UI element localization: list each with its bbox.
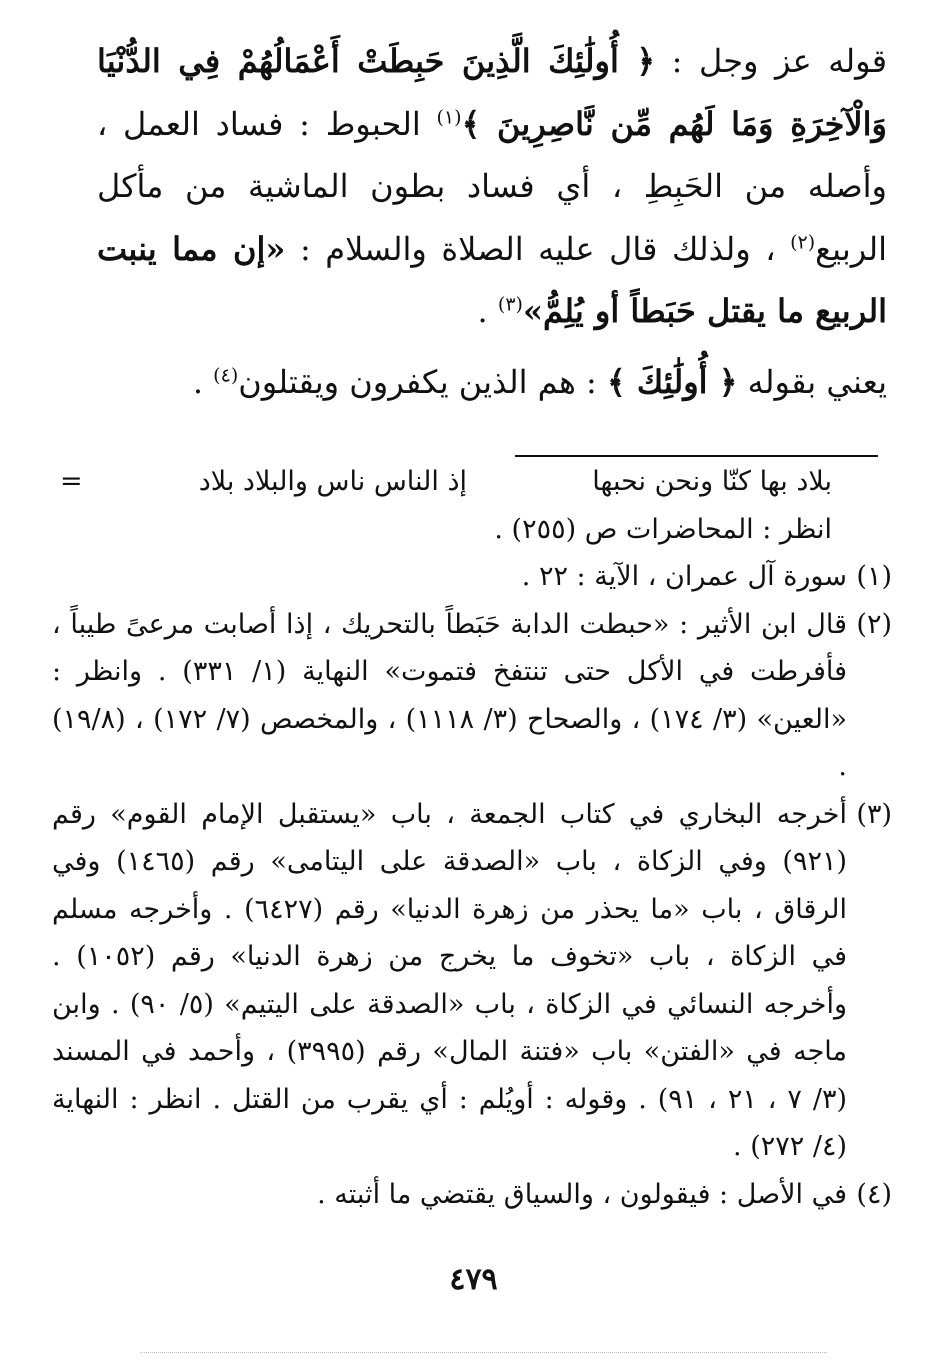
paragraph-end: . — [192, 362, 214, 401]
footnote-ref-1[interactable]: (١) — [436, 105, 462, 128]
continuation-reference: انظر : المحاضرات ص (٢٥٥) . — [494, 513, 832, 545]
p2-start: يعني بقوله — [737, 362, 887, 401]
footnote-ref-3[interactable]: (٣) — [497, 293, 523, 316]
footnote-1 — [52, 553, 892, 601]
footnote-text: سورة آل عمران ، الآية : ٢٢ . — [521, 561, 847, 592]
hemistich-2: إذ الناس ناس والبلاد بلاد — [198, 466, 467, 497]
footnote-separator — [515, 455, 878, 457]
paragraph-2 — [97, 351, 887, 414]
paragraph-end: . — [477, 292, 498, 330]
continuation-marker: = — [60, 466, 83, 497]
quran-word: ﴿ أُولَٰئِكَ ﴾ — [606, 362, 738, 401]
paragraph-1 — [97, 30, 887, 343]
footnote-4 — [52, 1171, 892, 1219]
footnote-number: (١) — [856, 561, 892, 592]
main-text — [97, 30, 887, 413]
page-number: ٤٧٩ — [449, 1262, 498, 1297]
footnote-text: أخرجه البخاري في كتاب الجمعة ، باب «يستقبل الإمام القوم» رقم (٩٢١) وفي الزكاة ، باب «الصدقة على اليتامى» رقم (١٤٦٥) وفي الرقاق ، باب «ما يحذر من زهرة الدنيا» رقم (٦٤٢٧) . وأخرجه مسلم في الزكاة ، باب «تخوف ما يخرج من زهرة الدنيا» رقم (١٠٥٢) . وأخرجه النسائي في الزكاة ، باب «الصدقة على اليتيم» (٥/ ٩٠) . وابن ماجه في «الفتن» باب «فتنة المال» رقم (٣٩٩٥) ، وأحمد في المسند (٣/ ٧ ، ٢١ ، ٩١) . وقوله : أويُلم : أي يقرب من القتل . انظر : النهاية (٤/ ٢٧٢) . — [52, 798, 848, 1162]
footnotes — [52, 458, 892, 1218]
footnote-text: في الأصل : فيقولون ، والسياق يقتضي ما أثبته . — [317, 1178, 847, 1210]
hadith-quote: «إن مما ينبت الربيع ما يقتل حَبَطاً أو يُلِمُّ» — [97, 229, 887, 330]
hemistich-1: بلاد بها كنّا ونحن نحبها — [592, 466, 832, 497]
footnote-text: قال ابن الأثير : «حبطت الدابة حَبَطاً بالتحريك ، إذا أصابت مرعىً طيباً ، فأفرطت في الأكل حتى تنتفخ فتموت» النهاية (١/ ٣٣١) . وانظر : «العين» (٣/ ١٧٤) ، والصحاح (٣/ ١١١٨) ، والمخصص (٧/ ١٧٢) ، (١٩/٨) . — [52, 608, 847, 782]
footnote-number: (٤) — [856, 1178, 892, 1210]
transition-text: ، ولذلك قال عليه الصلاة والسلام : — [285, 229, 791, 268]
continued-footnote — [52, 458, 892, 553]
footnote-number: (٢) — [856, 608, 892, 640]
footnote-3 — [52, 791, 892, 1171]
footnote-number: (٣) — [856, 798, 892, 830]
scan-edge — [140, 1352, 827, 1353]
footnote-2 — [52, 601, 892, 791]
quran-verse: ﴿ أُولَٰئِكَ الَّذِينَ حَبِطَتْ أَعْمَالُهُمْ فِي الدُّنْيَا وَالْآخِرَةِ وَمَا لَهُم مِّن نَّاصِرِينَ ﴾ — [97, 42, 887, 143]
explanation-text: الحبوط : فساد العمل ، وأصله من الحَبِطِ ، أي فساد بطون الماشية من مأكل الربيع — [97, 104, 888, 268]
footnote-ref-2[interactable]: (٢) — [790, 230, 816, 253]
footnote-ref-4[interactable]: (٤) — [213, 363, 239, 386]
p2-rest: : هم الذين يكفرون ويقتلون — [238, 362, 607, 401]
poetry-line — [52, 458, 892, 506]
intro-text: قوله عز وجل : — [655, 42, 888, 80]
